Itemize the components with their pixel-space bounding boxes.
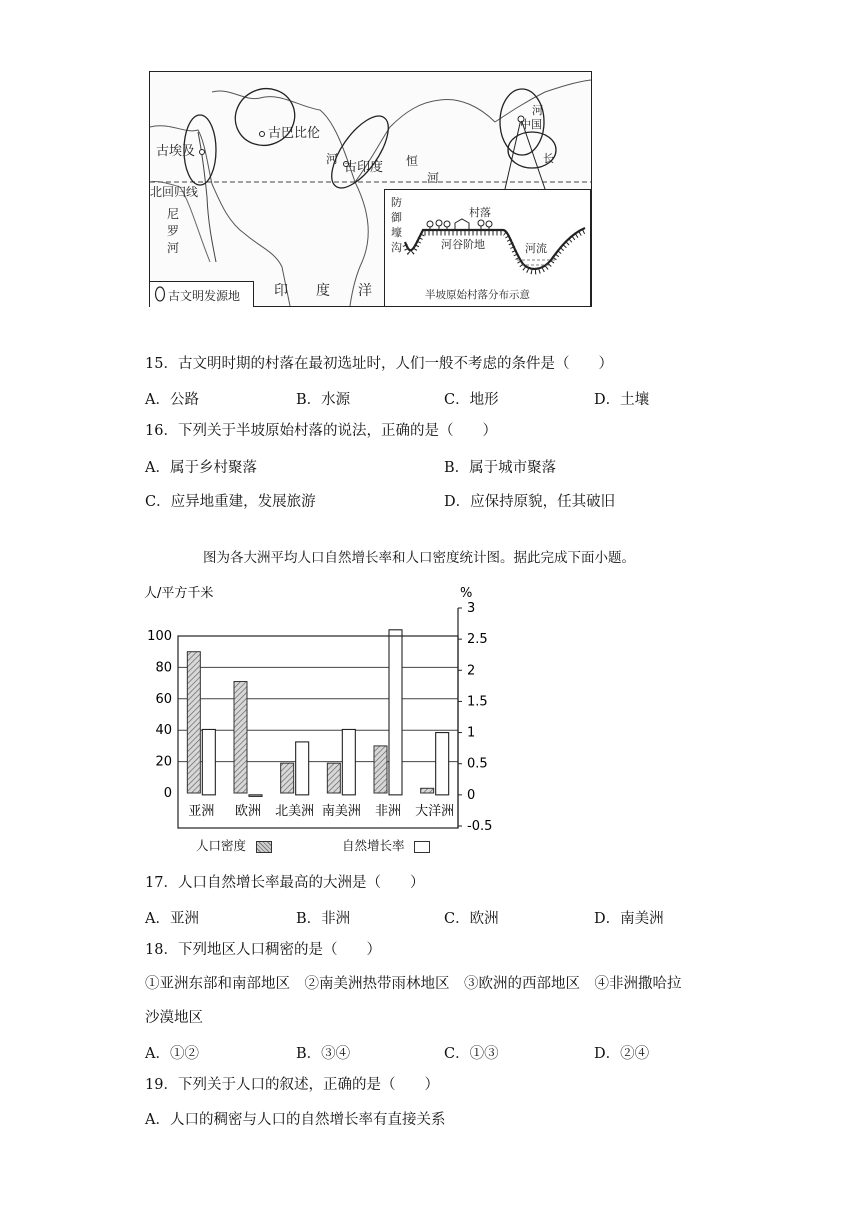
- chart-gridlines: [178, 636, 458, 762]
- bar-density-南美洲: [327, 763, 340, 793]
- map-label-egypt: 古埃及: [156, 144, 196, 159]
- right-axis-tick-label: 3: [467, 601, 476, 616]
- map-label-indus: 河: [326, 152, 339, 166]
- bar-growth-南美洲: [342, 729, 355, 794]
- population-chart: [140, 578, 510, 860]
- question-15-option-b[interactable]: B．水源: [296, 392, 351, 408]
- right-axis-tick-label: 0: [467, 787, 476, 803]
- legend-growth-label: 自然增长率: [341, 838, 405, 853]
- banpo-village-inset: [384, 189, 591, 307]
- question-16-option-b[interactable]: B．属于城市聚落: [444, 460, 557, 476]
- question-18-items-line1: ①亚洲东部和南部地区 ②南美洲热带雨林地区 ③欧洲的西部地区 ④非洲撒哈拉: [145, 976, 682, 992]
- question-18-stem: 18．下列地区人口稠密的是（ ）: [145, 942, 381, 958]
- category-label: 大洋洲: [415, 804, 455, 819]
- question-15-stem: 15．古文明时期的村落在最初选址时，人们一般不考虑的条件是（ ）: [145, 356, 613, 372]
- left-axis-tick-label: 80: [155, 660, 172, 676]
- map-label-yangtze: 长: [543, 152, 554, 165]
- inset-label-terrace: 河谷阶地: [441, 238, 485, 251]
- inset-label-defense-4: 沟: [391, 241, 402, 254]
- question-18-option-c[interactable]: C．①③: [444, 1046, 499, 1062]
- question-16-option-c[interactable]: C．应异地重建，发展旅游: [145, 494, 316, 510]
- map-label-ganges-2: 河: [427, 171, 440, 185]
- map-label-china: 中国: [520, 118, 542, 131]
- map-label-ocean-3: 洋: [358, 283, 372, 299]
- inset-label-defense-2: 御: [391, 211, 402, 224]
- left-axis-tick-label: 60: [155, 691, 172, 707]
- map-label-india: 古印度: [344, 160, 384, 175]
- chart-frame: [178, 636, 458, 828]
- legend-density-label: 人口密度: [196, 838, 247, 853]
- category-label: 南美洲: [321, 804, 361, 819]
- right-axis-tick-label: 2.5: [467, 632, 488, 648]
- map-label-babylon: 古巴比伦: [268, 126, 321, 141]
- left-axis-tick-label: 20: [155, 754, 172, 770]
- right-axis-tick-label: 2: [467, 663, 476, 679]
- bar-density-大洋洲: [421, 788, 434, 793]
- category-label: 非洲: [374, 804, 402, 819]
- bar-growth-亚洲: [202, 729, 215, 794]
- chart-left-axis-label: 人/平方千米: [144, 586, 214, 601]
- question-17-option-a[interactable]: A．亚洲: [145, 911, 199, 927]
- question-15-option-d[interactable]: D．土壤: [594, 392, 650, 408]
- legend-density-swatch: [256, 841, 272, 853]
- bar-density-欧洲: [234, 682, 247, 793]
- chart-bars: [187, 630, 448, 797]
- bar-density-非洲: [374, 746, 387, 793]
- question-16-option-d[interactable]: D．应保持原貌，任其破旧: [444, 494, 616, 510]
- question-15-option-c[interactable]: C．地形: [444, 392, 499, 408]
- ancient-civilization-map: [149, 71, 592, 307]
- question-15-option-a[interactable]: A．公路: [145, 392, 199, 408]
- inset-label-river: 河流: [525, 242, 547, 255]
- question-18-items-line2: 沙漠地区: [145, 1010, 203, 1026]
- map-legend: [150, 281, 254, 307]
- bar-density-北美洲: [281, 763, 294, 793]
- bar-growth-非洲: [389, 630, 402, 795]
- question-19-stem: 19．下列关于人口的叙述，正确的是（ ）: [145, 1077, 439, 1093]
- inset-label-village: 村落: [469, 206, 491, 219]
- question-16-stem: 16．下列关于半坡原始村落的说法，正确的是（ ）: [145, 423, 497, 439]
- inset-label-defense-3: 壕: [391, 226, 402, 239]
- right-axis-tick-label: 1: [467, 725, 476, 741]
- right-axis-tick-label: -0.5: [467, 819, 493, 834]
- map-label-tropic: 北回归线: [150, 185, 199, 199]
- question-17-option-b[interactable]: B．非洲: [296, 911, 351, 927]
- inset-caption: 半坡原始村落分布示意: [425, 289, 530, 301]
- map-label-nile-1: 尼: [167, 207, 180, 221]
- category-label: 北美洲: [275, 804, 315, 819]
- bar-density-亚洲: [187, 652, 200, 793]
- left-axis-tick-label: 0: [163, 786, 172, 801]
- map-label-ganges-1: 恒: [406, 154, 419, 168]
- legend-growth-swatch: [414, 841, 430, 853]
- category-label: 欧洲: [234, 804, 262, 819]
- question-18-option-a[interactable]: A．①②: [145, 1046, 199, 1062]
- map-label-ocean-2: 度: [316, 283, 330, 299]
- question-18-option-b[interactable]: B．③④: [296, 1046, 351, 1062]
- bar-growth-大洋洲: [436, 733, 449, 795]
- right-axis-tick-label: 1.5: [467, 694, 488, 710]
- inset-label-defense-1: 防: [391, 196, 402, 209]
- question-17-option-c[interactable]: C．欧洲: [444, 911, 499, 927]
- map-label-nile-3: 河: [167, 241, 180, 255]
- ellipse-legend-icon: [154, 286, 166, 302]
- question-16-option-a[interactable]: A．属于乡村聚落: [145, 460, 257, 476]
- question-19-option-a[interactable]: A．人口的稠密与人口的自然增长率有直接关系: [145, 1112, 446, 1128]
- chart-legend: [196, 836, 430, 854]
- category-label: 亚洲: [188, 804, 215, 819]
- map-label-ocean-1: 印: [274, 283, 288, 299]
- map-label-yellow-river: 河: [532, 104, 543, 117]
- left-axis-tick-label: 40: [155, 723, 172, 739]
- left-axis-tick-label: 100: [147, 629, 172, 644]
- right-axis-tick-label: 0.5: [467, 756, 488, 772]
- question-18-option-d[interactable]: D．②④: [594, 1046, 650, 1062]
- chart-intro-text: 图为各大洲平均人口自然增长率和人口密度统计图。据此完成下面小题。: [203, 550, 635, 566]
- bar-growth-欧洲: [249, 795, 262, 797]
- question-17-option-d[interactable]: D．南美洲: [594, 911, 664, 927]
- question-17-stem: 17．人口自然增长率最高的大洲是（ ）: [145, 875, 425, 891]
- map-label-nile-2: 罗: [167, 224, 180, 238]
- chart-right-axis-label: %: [460, 586, 473, 601]
- bar-growth-北美洲: [296, 742, 309, 795]
- map-legend-label: 古文明发源地: [168, 289, 241, 303]
